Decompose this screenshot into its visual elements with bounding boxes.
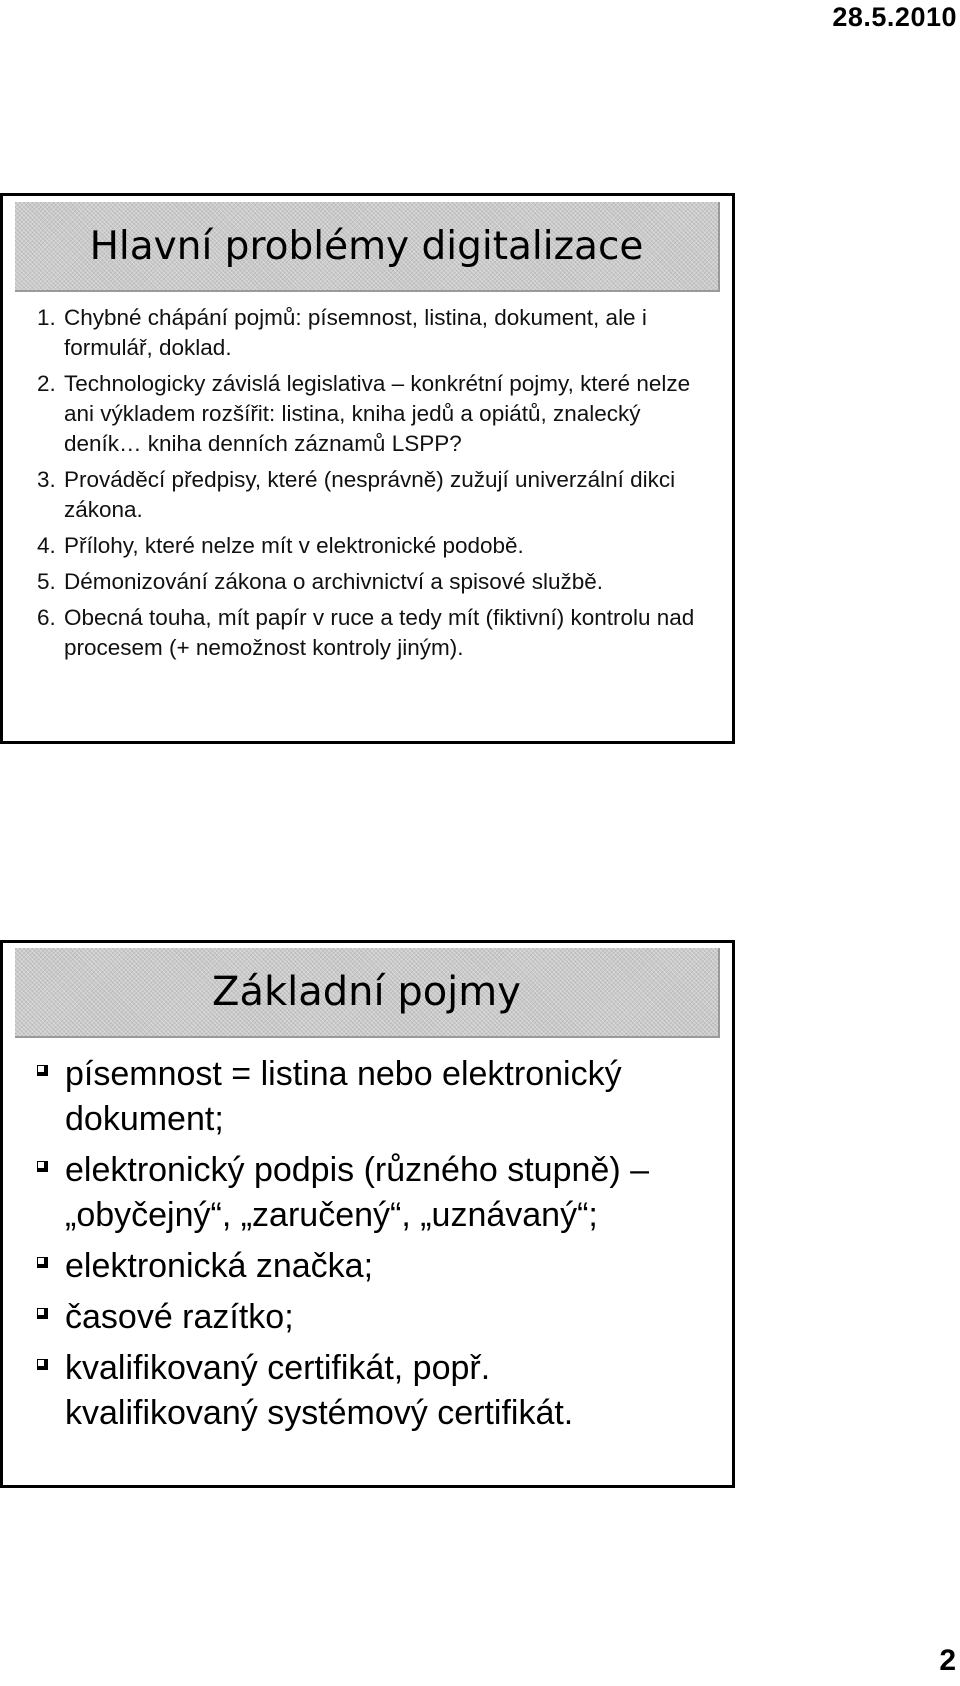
- list-item-number: 1.: [37, 305, 56, 330]
- list-item: [37, 303, 722, 363]
- list-item-text: písemnost = listina nebo elektronický dokument;: [65, 1055, 622, 1138]
- slide-hlavni-problemy: [0, 193, 735, 744]
- list-item-text: Přílohy, které nelze mít v elektronické podobě.: [64, 533, 524, 558]
- list-item: [37, 567, 722, 597]
- list-item: [33, 1244, 720, 1289]
- list-item: [33, 1052, 720, 1142]
- list-item-number: 3.: [37, 467, 56, 492]
- list-item-text: Obecná touha, mít papír v ruce a tedy mít (fiktivní) kontrolu nad procesem (+ nemožnost kontroly jiným).: [64, 605, 695, 660]
- bullet-list: [33, 1052, 720, 1442]
- list-item-number: 5.: [37, 569, 56, 594]
- list-item-text: Démonizování zákona o archivnictví a spisové službě.: [64, 569, 604, 594]
- list-item: [33, 1346, 720, 1436]
- square-bullet-icon: [33, 1148, 65, 1193]
- list-item: [37, 531, 722, 561]
- square-bullet-icon: [33, 1346, 65, 1391]
- slide-title: Hlavní problémy digitalizace: [89, 223, 644, 269]
- square-bullet-icon: [33, 1295, 65, 1340]
- page-number: 2: [939, 1644, 956, 1677]
- square-bullet-icon: [33, 1244, 65, 1289]
- header-date: 28.5.2010: [832, 2, 957, 32]
- slide-title-bar: [15, 948, 720, 1038]
- slide-title: Základní pojmy: [212, 969, 521, 1015]
- numbered-list: [37, 303, 722, 669]
- list-item: [37, 369, 722, 459]
- square-bullet-icon: [33, 1052, 65, 1097]
- list-item-text: elektronická značka;: [65, 1247, 374, 1285]
- slide-title-bar: [15, 202, 720, 292]
- list-item-text: časové razítko;: [65, 1298, 294, 1336]
- list-item: [33, 1295, 720, 1340]
- list-item-number: 2.: [37, 371, 56, 396]
- list-item-text: kvalifikovaný certifikát, popř. kvalifikovaný systémový certifikát.: [65, 1349, 574, 1432]
- list-item-number: 6.: [37, 605, 56, 630]
- slide-zakladni-pojmy: [0, 940, 735, 1488]
- list-item-text: Chybné chápání pojmů: písemnost, listina, dokument, ale i formulář, doklad.: [64, 305, 647, 360]
- list-item: [37, 465, 722, 525]
- list-item-number: 4.: [37, 533, 56, 558]
- list-item-text: Prováděcí předpisy, které (nesprávně) zužují univerzální dikci zákona.: [64, 467, 676, 522]
- list-item-text: Technologicky závislá legislativa – konkrétní pojmy, které nelze ani výkladem rozšířit: listina, kniha jedů a opiátů, znalecký deník… kniha denních záznamů LSPP?: [64, 371, 691, 456]
- list-item: [37, 603, 722, 663]
- list-item-text: elektronický podpis (různého stupně) – „obyčejný“, „zaručený“, „uznávaný“;: [65, 1151, 649, 1234]
- list-item: [33, 1148, 720, 1238]
